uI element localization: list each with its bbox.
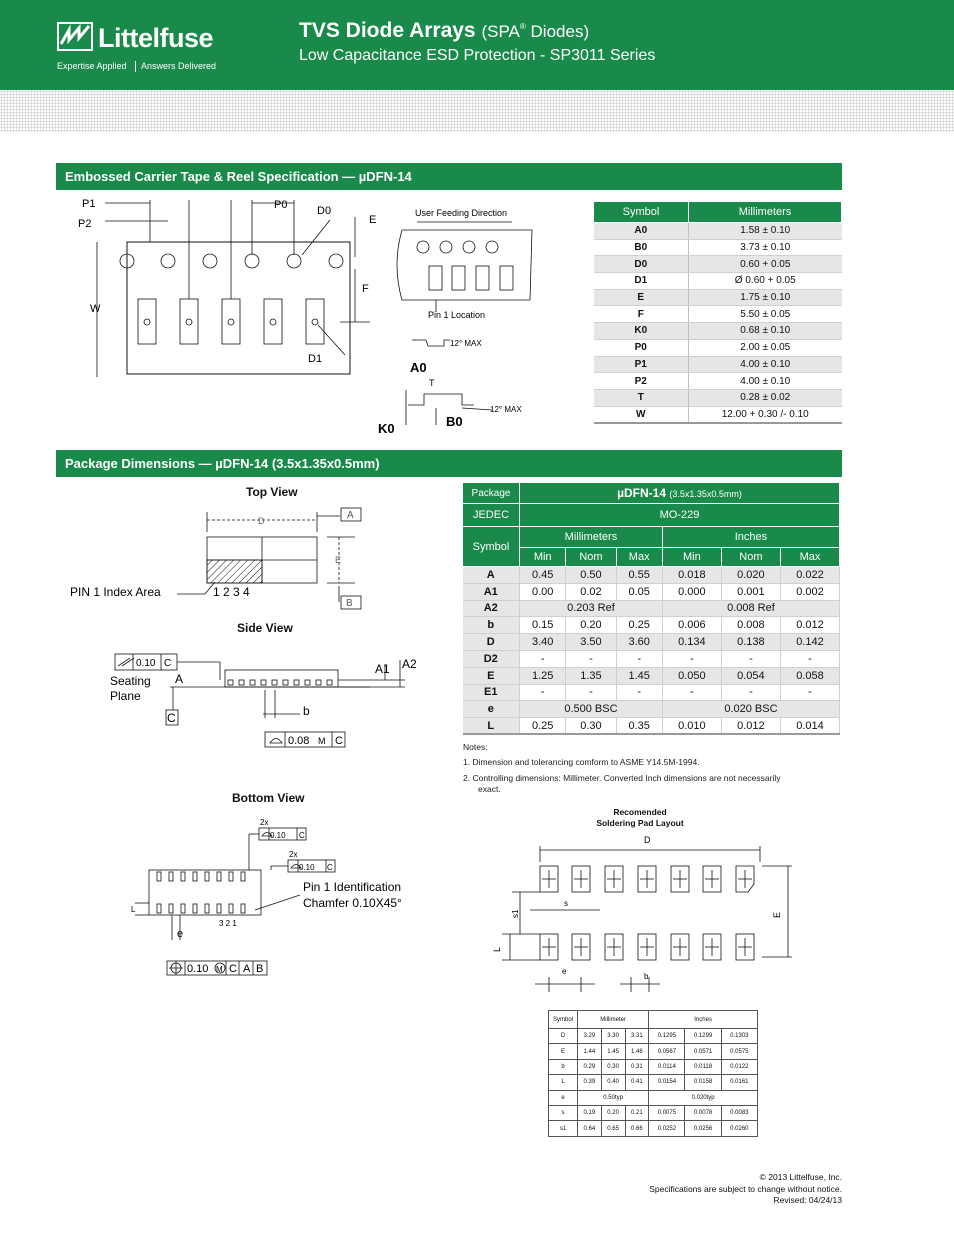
sold-value: 0.0078	[685, 1105, 721, 1120]
sold-value: 0.19	[578, 1105, 602, 1120]
notes-title: Notes:	[463, 742, 488, 752]
tagline-left: Expertise Applied	[57, 61, 127, 71]
side-flat-value: 0.10	[136, 658, 156, 669]
pkg-span-value: 0.203 Ref	[520, 600, 663, 617]
side-view-label: Side View	[237, 621, 293, 635]
pkg-value: 0.012	[721, 718, 780, 735]
pkg-row	[463, 684, 840, 701]
package-label: Package	[463, 483, 520, 504]
bottom-label-e: e	[177, 928, 184, 940]
spec-value: 2.00 ± 0.05	[689, 339, 842, 356]
label-d1: D1	[308, 353, 323, 365]
footer-copyright: © 2013 Littelfuse, Inc.	[759, 1172, 842, 1182]
littelfuse-mark-icon	[57, 22, 95, 52]
pkg-symbol: A	[463, 567, 520, 584]
symbol-header: Symbol	[463, 527, 520, 567]
top-box-a: A	[347, 510, 354, 521]
sold-value: 0.0083	[721, 1105, 757, 1120]
bottom-view-drawing	[125, 815, 425, 980]
sold-symbol: s	[549, 1105, 578, 1120]
sold-value: 0.31	[625, 1059, 649, 1074]
bottom-tol-a: 0.10	[270, 831, 286, 840]
pkg-value: 0.002	[780, 583, 839, 600]
carrier-pocket-diagram	[378, 200, 542, 436]
pkg-span-value: 0.500 BSC	[520, 701, 663, 718]
sold-value: 0.39	[578, 1075, 602, 1090]
pkg-row	[463, 667, 840, 684]
pad-label-b: b	[644, 972, 649, 981]
label-12max-b: 12° MAX	[490, 405, 522, 414]
pkg-value: 0.001	[721, 583, 780, 600]
plane-label: Plane	[110, 689, 141, 703]
pkg-value: 0.05	[616, 583, 662, 600]
label-b0: B0	[446, 414, 463, 429]
side-flat-c: C	[164, 658, 172, 669]
pkg-value: 0.00	[520, 583, 566, 600]
sold-row	[549, 1059, 758, 1074]
pkg-value: 0.25	[520, 718, 566, 735]
bottom-label-l: L	[131, 905, 136, 914]
top-pin-numbers: 1 2 3 4	[213, 585, 250, 599]
spec-symbol: W	[594, 406, 689, 423]
soldering-table-container	[548, 1010, 758, 1137]
spec-symbol: T	[594, 389, 689, 406]
top-view-drawing	[65, 502, 365, 614]
pkg-value: 3.60	[616, 634, 662, 651]
pad-label-d: D	[644, 835, 651, 845]
sold-value: 3.31	[625, 1029, 649, 1044]
sold-value: 0.0571	[685, 1044, 721, 1059]
pin1-index-label: PIN 1 Index Area	[70, 585, 161, 599]
tagline-divider	[135, 61, 136, 72]
bottom-2x-a: 2x	[260, 818, 269, 827]
pkg-row	[463, 718, 840, 735]
bottom-datum-b: B	[256, 963, 264, 975]
pkg-value: 0.006	[662, 617, 721, 634]
sold-value: 0.1303	[721, 1029, 757, 1044]
label-e: E	[369, 214, 377, 226]
bottom-tol-c-b: C	[327, 863, 333, 872]
pkg-value: 0.020	[721, 567, 780, 584]
sold-value: 0.20	[601, 1105, 625, 1120]
label-user-feeding: User Feeding Direction	[415, 208, 508, 218]
spec-row	[594, 289, 842, 306]
pkg-subheader-cell: Max	[616, 548, 662, 567]
dot-pattern-band	[0, 90, 954, 132]
pkg-symbol: D	[463, 634, 520, 651]
spec-value: 0.68 ± 0.10	[689, 323, 842, 340]
side-label-b: b	[303, 704, 310, 718]
pad-label-l: L	[492, 946, 502, 952]
pkg-subheader-cell: Nom	[721, 548, 780, 567]
sold-value: 0.0154	[649, 1075, 685, 1090]
side-label-a2: A2	[402, 657, 417, 671]
pkg-value: -	[566, 650, 616, 667]
spec-value: 5.50 ± 0.05	[689, 306, 842, 323]
sold-value: 0.30	[601, 1059, 625, 1074]
pkg-row	[463, 600, 840, 617]
package-table-container	[462, 482, 840, 735]
littelfuse-logo	[57, 22, 95, 57]
mm-header: Millimeters	[520, 527, 663, 548]
spec-value: 4.00 ± 0.10	[689, 356, 842, 373]
sold-symbol: D	[549, 1029, 578, 1044]
spec-symbol: P0	[594, 339, 689, 356]
pkg-value: 0.054	[721, 667, 780, 684]
sold-value: 0.64	[578, 1121, 602, 1136]
chamfer-label: Chamfer 0.10X45°	[303, 896, 402, 910]
note-1: 1. Dimension and tolerancing comform to ASME Y14.5M-1994.	[463, 757, 700, 767]
pkg-value: 0.142	[780, 634, 839, 651]
pkg-value: 0.058	[780, 667, 839, 684]
pkg-value: 0.55	[616, 567, 662, 584]
pkg-value: 0.134	[662, 634, 721, 651]
pkg-value: 0.35	[616, 718, 662, 735]
sold-value: 3.30	[601, 1029, 625, 1044]
carrier-tape-diagram	[70, 195, 400, 385]
pkg-value: 1.25	[520, 667, 566, 684]
sold-value: 0.1299	[685, 1029, 721, 1044]
footer	[649, 1172, 842, 1207]
page-title: TVS Diode Arrays (SPA® Diodes)	[299, 19, 590, 42]
pkg-span-value: 0.008 Ref	[662, 600, 839, 617]
soldering-title-2: Soldering Pad Layout	[596, 818, 684, 828]
sold-value: 0.0114	[649, 1059, 685, 1074]
pkg-subheader-cell: Max	[780, 548, 839, 567]
pkg-value: 0.25	[616, 617, 662, 634]
sold-value: 0.21	[625, 1105, 649, 1120]
label-p2: P2	[78, 218, 92, 230]
pkg-symbol: E1	[463, 684, 520, 701]
sold-row	[549, 1044, 758, 1059]
top-box-b: B	[346, 598, 353, 609]
pkg-row	[463, 650, 840, 667]
pkg-value: -	[616, 650, 662, 667]
package-name-cell: µDFN-14 (3.5x1.35x0.5mm)	[520, 483, 840, 504]
sold-value: 0.0256	[685, 1121, 721, 1136]
spec-row	[594, 223, 842, 240]
side-pos-c: C	[335, 735, 343, 747]
label-k0: K0	[378, 421, 395, 436]
bottom-pos-value: 0.10	[187, 963, 209, 975]
spec-value: 1.75 ± 0.10	[689, 289, 842, 306]
pkg-value: 3.40	[520, 634, 566, 651]
pkg-value: -	[616, 684, 662, 701]
spec-symbol: D0	[594, 256, 689, 273]
pkg-value: 0.008	[721, 617, 780, 634]
sold-value: 0.66	[625, 1121, 649, 1136]
pkg-symbol: A1	[463, 583, 520, 600]
spec-row	[594, 256, 842, 273]
spec-row	[594, 339, 842, 356]
tape-section-title: Embossed Carrier Tape & Reel Specification — µDFN-14	[56, 163, 842, 190]
seating-label: Seating	[110, 674, 151, 688]
pkg-symbol: A2	[463, 600, 520, 617]
label-p0: P0	[274, 199, 288, 211]
spec-value: Ø 0.60 + 0.05	[689, 273, 842, 290]
spec-row	[594, 356, 842, 373]
pkg-value: -	[520, 684, 566, 701]
pad-label-s: s	[564, 899, 568, 908]
soldering-table-body	[549, 1029, 758, 1137]
pkg-value: 0.50	[566, 567, 616, 584]
sold-span-value: 0.50typ	[578, 1090, 649, 1105]
sold-row	[549, 1090, 758, 1105]
label-w: W	[90, 303, 101, 315]
side-label-a1: A1	[375, 662, 390, 676]
sold-value: 0.0122	[721, 1059, 757, 1074]
soldering-pad-diagram	[490, 832, 800, 997]
sold-in-header: Inches	[649, 1011, 758, 1029]
label-12max-a: 12° MAX	[450, 339, 482, 348]
pin1-identification-label: Pin 1 Identification	[303, 880, 402, 894]
pad-label-s1: s1	[511, 909, 520, 918]
package-section-title: Package Dimensions — µDFN-14 (3.5x1.35x0.5mm)	[56, 450, 842, 477]
pkg-row	[463, 617, 840, 634]
sold-row	[549, 1029, 758, 1044]
spec-symbol: K0	[594, 323, 689, 340]
note-2-cont: exact.	[478, 784, 501, 794]
pkg-span-value: 0.020 BSC	[662, 701, 839, 718]
sold-value: 0.29	[578, 1059, 602, 1074]
spec-symbol: P2	[594, 373, 689, 390]
label-pin1-location: Pin 1 Location	[428, 310, 486, 320]
label-t: T	[429, 378, 435, 388]
brand-name: Littelfuse	[98, 23, 214, 53]
sold-row	[549, 1121, 758, 1136]
label-p1: P1	[82, 198, 96, 210]
spec-value: 0.60 + 0.05	[689, 256, 842, 273]
pkg-value: 0.15	[520, 617, 566, 634]
pkg-value: 3.50	[566, 634, 616, 651]
sold-row	[549, 1105, 758, 1120]
sold-value: 0.65	[601, 1121, 625, 1136]
pkg-symbol: D2	[463, 650, 520, 667]
sold-symbol: b	[549, 1059, 578, 1074]
bottom-datum-a: A	[243, 963, 251, 975]
pad-label-e: e	[562, 967, 567, 976]
spec-row	[594, 306, 842, 323]
soldering-title	[540, 807, 740, 829]
spec-row	[594, 323, 842, 340]
pkg-subheader-row	[463, 548, 840, 567]
pkg-row	[463, 567, 840, 584]
side-box-c: C	[167, 711, 176, 725]
jedec-value: MO-229	[520, 504, 840, 527]
col-symbol: Symbol	[594, 202, 689, 223]
pkg-subheader-cell: Nom	[566, 548, 616, 567]
sold-symbol: E	[549, 1044, 578, 1059]
pkg-value: -	[662, 684, 721, 701]
label-d0: D0	[317, 205, 332, 217]
spec-value: 12.00 + 0.30 /- 0.10	[689, 406, 842, 423]
spec-row	[594, 406, 842, 423]
bottom-tol-c-a: C	[299, 831, 305, 840]
soldering-title-1: Recomended	[613, 807, 667, 817]
footer-notice: Specifications are subject to change without notice.	[649, 1183, 842, 1194]
pkg-value: 0.018	[662, 567, 721, 584]
pkg-value: 0.014	[780, 718, 839, 735]
sold-value: 0.0161	[721, 1075, 757, 1090]
sold-value: 0.0567	[649, 1044, 685, 1059]
label-f: F	[362, 283, 369, 295]
pkg-value: 1.35	[566, 667, 616, 684]
spec-value: 1.58 ± 0.10	[689, 223, 842, 240]
sold-value: 0.0575	[721, 1044, 757, 1059]
pkg-value: -	[780, 650, 839, 667]
pkg-value: 0.050	[662, 667, 721, 684]
spec-symbol: B0	[594, 239, 689, 256]
pkg-row	[463, 634, 840, 651]
pkg-value: 0.02	[566, 583, 616, 600]
spec-symbol: E	[594, 289, 689, 306]
sold-symbol: s1	[549, 1121, 578, 1136]
pkg-value: 0.20	[566, 617, 616, 634]
pkg-symbol: E	[463, 667, 520, 684]
spec-value: 0.28 ± 0.02	[689, 389, 842, 406]
spec-symbol: F	[594, 306, 689, 323]
top-label-e: E	[335, 555, 342, 565]
soldering-table	[548, 1010, 758, 1137]
sold-symbol: e	[549, 1090, 578, 1105]
spec-row	[594, 273, 842, 290]
pkg-value: 0.010	[662, 718, 721, 735]
pkg-value: 0.138	[721, 634, 780, 651]
sold-value: 3.29	[578, 1029, 602, 1044]
bottom-pin-numbers: 3 2 1	[219, 919, 237, 928]
sold-value: 1.44	[578, 1044, 602, 1059]
tape-spec-table	[593, 201, 842, 424]
bottom-datum-c: C	[229, 963, 237, 975]
top-label-d: D	[258, 516, 265, 526]
note-2: 2. Controlling dimensions: Millimeter. Converted Inch dimensions are not necessarily	[463, 773, 781, 783]
label-a0: A0	[410, 360, 427, 375]
tape-spec-body	[594, 223, 842, 423]
bottom-pos-m: M	[216, 965, 223, 974]
sold-symbol-header: Symbol	[549, 1011, 578, 1029]
in-header: Inches	[662, 527, 839, 548]
pkg-symbol: b	[463, 617, 520, 634]
spec-symbol: A0	[594, 223, 689, 240]
spec-value: 4.00 ± 0.10	[689, 373, 842, 390]
side-view-drawing	[105, 650, 425, 750]
pkg-value: -	[566, 684, 616, 701]
pkg-subheader-cell: Min	[662, 548, 721, 567]
pad-label-e-dim: E	[772, 911, 782, 918]
sold-symbol: L	[549, 1075, 578, 1090]
pkg-value: 0.012	[780, 617, 839, 634]
sold-span-value: 0.020typ	[649, 1090, 758, 1105]
sold-value: 0.0252	[649, 1121, 685, 1136]
spec-row	[594, 389, 842, 406]
pkg-value: 0.000	[662, 583, 721, 600]
footer-revised: Revised: 04/24/13	[773, 1195, 842, 1205]
col-millimeters: Millimeters	[689, 202, 842, 223]
bottom-view-label: Bottom View	[232, 791, 305, 805]
sold-value: 0.0118	[685, 1059, 721, 1074]
sold-value: 0.41	[625, 1075, 649, 1090]
bottom-2x-b: 2x	[289, 850, 298, 859]
pkg-value: 0.022	[780, 567, 839, 584]
sold-value: 0.40	[601, 1075, 625, 1090]
pkg-value: -	[780, 684, 839, 701]
pkg-row	[463, 701, 840, 718]
sold-mm-header: Millimeter	[578, 1011, 649, 1029]
sold-value: 0.0260	[721, 1121, 757, 1136]
bottom-tol-b: 0.10	[299, 863, 315, 872]
sold-value: 1.46	[625, 1044, 649, 1059]
tagline-right: Answers Delivered	[141, 61, 217, 71]
pkg-row	[463, 583, 840, 600]
spec-symbol: P1	[594, 356, 689, 373]
pkg-value: 0.45	[520, 567, 566, 584]
sold-value: 0.0158	[685, 1075, 721, 1090]
pkg-value: -	[662, 650, 721, 667]
sold-row	[549, 1075, 758, 1090]
side-label-a: A	[175, 672, 184, 686]
pkg-symbol: e	[463, 701, 520, 718]
spec-value: 3.73 ± 0.10	[689, 239, 842, 256]
page-subtitle: Low Capacitance ESD Protection - SP3011 Series	[299, 47, 656, 64]
side-pos-value: 0.08	[288, 735, 310, 747]
sold-value: 1.45	[601, 1044, 625, 1059]
spec-symbol: D1	[594, 273, 689, 290]
spec-row	[594, 373, 842, 390]
tape-spec-table-container	[593, 201, 842, 424]
pkg-subheader-cell: Min	[520, 548, 566, 567]
sold-value: 0.1295	[649, 1029, 685, 1044]
package-dimensions-table	[462, 482, 840, 735]
top-view-label: Top View	[246, 485, 298, 499]
sold-value: 0.0075	[649, 1105, 685, 1120]
side-pos-m: M	[318, 736, 326, 746]
pkg-value: 0.30	[566, 718, 616, 735]
spec-row	[594, 239, 842, 256]
pkg-value: -	[721, 650, 780, 667]
pkg-value: 1.45	[616, 667, 662, 684]
jedec-label: JEDEC	[463, 504, 520, 527]
pkg-value: -	[721, 684, 780, 701]
pkg-value: -	[520, 650, 566, 667]
package-table-body	[463, 567, 840, 735]
pkg-symbol: L	[463, 718, 520, 735]
